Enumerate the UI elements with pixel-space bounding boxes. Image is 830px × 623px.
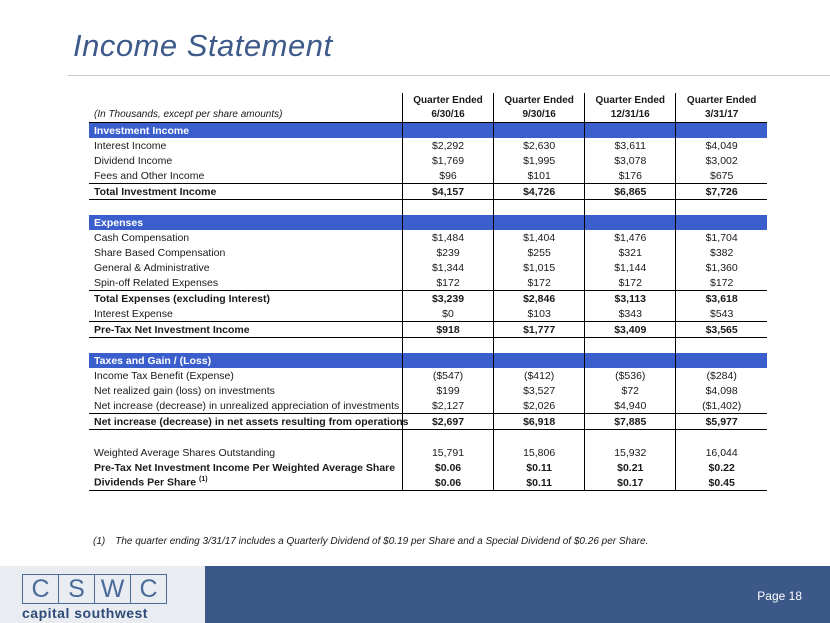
value-cell: $3,409 [585,322,676,338]
value-cell: $172 [585,275,676,291]
value-cell: ($547) [402,368,493,383]
value-cell: $0.45 [676,475,767,491]
table-row [89,383,767,398]
value-cell: $543 [676,306,767,322]
value-cell: $1,144 [585,260,676,275]
section-label: Investment Income [89,123,402,139]
footnote-number: (1) [93,536,106,547]
value-cell: $0.17 [585,475,676,491]
value-cell: $2,026 [494,398,585,414]
value-cell: $6,918 [494,414,585,430]
value-cell: $0.06 [402,475,493,491]
row-label-text: Net increase (decrease) in unrealized appreciation of investments [94,399,400,412]
table-row-total [89,322,767,338]
row-label-text: Dividend Income [94,154,173,167]
value-cell: $343 [585,306,676,322]
quarter-header-line1: Quarter Ended [676,93,767,107]
value-cell: $2,127 [402,398,493,414]
row-label-text: General & Administrative [94,261,210,274]
section-header-investment-income [89,123,767,139]
header-row-2 [89,107,767,123]
value-cell: $176 [585,168,676,184]
title-divider [68,75,830,76]
value-cell: $0 [402,306,493,322]
row-label-text: Interest Expense [94,307,173,320]
table-row [89,445,767,460]
row-label [89,368,402,383]
row-label-text: Cash Compensation [94,231,190,244]
row-label-text: Total Investment Income [94,185,217,198]
value-cell: $1,344 [402,260,493,275]
value-cell: $172 [402,275,493,291]
spacer-row [89,200,767,216]
table-row [89,230,767,245]
logo-letter: W [94,574,131,604]
row-label [89,168,402,184]
table-row-total [89,184,767,200]
row-label [89,245,402,260]
page-number: Page 18 [757,589,802,603]
row-label [89,445,402,460]
value-cell: $255 [494,245,585,260]
value-cell: $3,618 [676,291,767,307]
value-cell: $199 [402,383,493,398]
page-title: Income Statement [73,28,333,63]
logo-letter: C [22,574,59,604]
row-label [89,398,402,414]
value-cell: $4,098 [676,383,767,398]
logo-letter: S [58,574,95,604]
section-header-taxes [89,353,767,368]
value-cell: $3,078 [585,153,676,168]
row-label [89,306,402,322]
row-label [89,275,402,291]
row-label-text: Total Expenses (excluding Interest) [94,292,271,305]
value-cell: $1,777 [494,322,585,338]
value-cell: $172 [676,275,767,291]
footnote-text: The quarter ending 3/31/17 includes a Quarterly Dividend of $0.19 per Share and a Special Dividend of $0.26 per Share. [115,536,649,547]
row-label [89,475,402,491]
value-cell: $2,697 [402,414,493,430]
table-row [89,153,767,168]
row-label-text: Pre-Tax Net Investment Income [94,323,250,336]
value-cell: $1,484 [402,230,493,245]
table-row [89,475,767,491]
value-cell: $6,865 [585,184,676,200]
value-cell: $1,476 [585,230,676,245]
value-cell: $1,704 [676,230,767,245]
row-label [89,184,402,200]
table-row [89,275,767,291]
value-cell: $4,157 [402,184,493,200]
value-cell: $3,002 [676,153,767,168]
row-label-text: Weighted Average Shares Outstanding [94,446,276,459]
row-label [89,230,402,245]
value-cell: $2,630 [494,138,585,153]
row-label [89,414,409,430]
row-label [89,322,402,338]
value-cell: $1,769 [402,153,493,168]
value-cell: $321 [585,245,676,260]
quarter-header-date: 9/30/16 [494,107,585,123]
value-cell: $0.11 [494,475,585,491]
quarter-header-date: 12/31/16 [585,107,676,123]
value-cell: $4,726 [494,184,585,200]
header-row-1 [89,93,767,107]
value-cell: $101 [494,168,585,184]
table-row [89,138,767,153]
value-cell: $5,977 [676,414,767,430]
value-cell: ($284) [676,368,767,383]
table-row [89,245,767,260]
row-label-text: Fees and Other Income [94,169,205,182]
footnote [93,536,648,547]
row-label [89,260,402,275]
value-cell: $1,404 [494,230,585,245]
value-cell: 16,044 [676,445,767,460]
table-row [89,460,767,475]
value-cell: $96 [402,168,493,184]
value-cell: $0.21 [585,460,676,475]
value-cell: $3,239 [402,291,493,307]
table-row [89,306,767,322]
value-cell: ($536) [585,368,676,383]
value-cell: $7,885 [585,414,676,430]
spacer-row [89,430,767,446]
row-label [89,138,402,153]
value-cell: 15,806 [494,445,585,460]
row-label [89,153,402,168]
quarter-header-date: 6/30/16 [402,107,493,123]
value-cell: 15,791 [402,445,493,460]
income-statement-table [89,93,767,491]
quarter-header-line1: Quarter Ended [585,93,676,107]
quarter-header-date: 3/31/17 [676,107,767,123]
row-label [89,383,402,398]
quarter-header-line1: Quarter Ended [402,93,493,107]
table-row [89,260,767,275]
table-row-total [89,414,767,430]
value-cell: 15,932 [585,445,676,460]
quarter-header-line1: Quarter Ended [494,93,585,107]
footnote-marker: (1) [199,476,208,484]
value-cell: ($1,402) [676,398,767,414]
spacer-row [89,338,767,354]
value-cell: $918 [402,322,493,338]
value-cell: $4,049 [676,138,767,153]
value-cell: $0.22 [676,460,767,475]
value-cell: $1,015 [494,260,585,275]
table-row [89,168,767,184]
value-cell: $3,527 [494,383,585,398]
section-header-expenses [89,215,767,230]
value-cell: $1,360 [676,260,767,275]
value-cell: $0.06 [402,460,493,475]
row-label-text: Pre-Tax Net Investment Income Per Weighted Average Share [94,461,396,474]
value-cell: $172 [494,275,585,291]
row-label-text: Net increase (decrease) in net assets resulting from operations [94,415,409,428]
row-label [89,460,402,475]
value-cell: $7,726 [676,184,767,200]
value-cell: $382 [676,245,767,260]
row-label-text: Share Based Compensation [94,246,226,259]
section-label: Expenses [89,215,402,230]
row-label-text: Net realized gain (loss) on investments [94,384,275,397]
row-label-text: Spin-off Related Expenses [94,276,219,289]
value-cell: $0.11 [494,460,585,475]
value-cell: $72 [585,383,676,398]
row-label-text: Dividends Per Share [94,476,197,489]
row-label [89,291,402,307]
value-cell: $3,611 [585,138,676,153]
value-cell: $103 [494,306,585,322]
logo-letter: C [130,574,167,604]
value-cell: $2,846 [494,291,585,307]
table-row [89,398,767,414]
value-cell: ($412) [494,368,585,383]
row-label-text: Income Tax Benefit (Expense) [94,369,234,382]
company-logo [22,574,166,604]
value-cell: $1,995 [494,153,585,168]
value-cell: $675 [676,168,767,184]
table-row-total [89,291,767,307]
value-cell: $239 [402,245,493,260]
value-cell: $4,940 [585,398,676,414]
section-label: Taxes and Gain / (Loss) [89,353,402,368]
table-row [89,368,767,383]
value-cell: $2,292 [402,138,493,153]
value-cell: $3,113 [585,291,676,307]
units-note: (In Thousands, except per share amounts) [89,107,402,123]
logo-wordmark: capital southwest [22,605,148,621]
row-label-text: Interest Income [94,139,167,152]
value-cell: $3,565 [676,322,767,338]
